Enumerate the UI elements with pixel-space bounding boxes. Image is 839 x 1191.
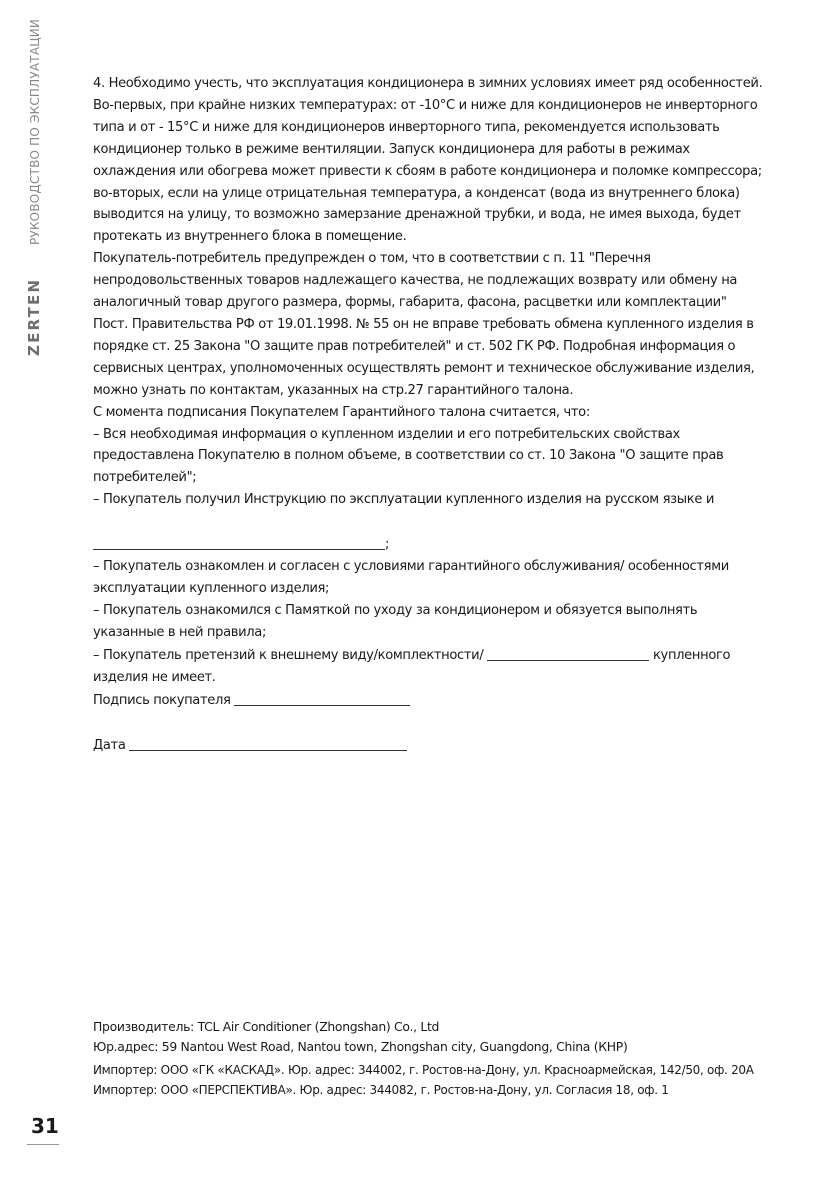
importer-line-1: Импортер: ООО «ГК «КАСКАД». Юр. адрес: 344002, г. Ростов-на-Дону, ул. Красноармейская, 142/50, оф. 20А: [93, 1063, 754, 1077]
buyer-warning-paragraph: Покупатель-потребитель предупрежден о том, что в соответствии с п. 11 "Перечня непродовольственных товаров надлежащего качества, не подлежащих возврату или обмену на аналогичный товар другого размера, формы, габарита, фасона, расцветки или комплектации" Пост. Правительства РФ от 19.01.1998. № 55 он не вправе требовать обмена купленного изделия в порядке ст. 25 Закона "О защите прав потребителей" и ст. 502 ГК РФ. Подробная информация о сервисных центрах, уполномоченных осуществлять ремонт и техническое обслуживание изделия, можно узнать по контактам, указанных на стр.27 гарантийного талона.: [93, 251, 755, 398]
manual-fill-terminator: ;: [385, 537, 390, 553]
date-blank[interactable]: [129, 734, 407, 751]
item-conditions-paragraph: – Покупатель ознакомлен и согласен с условиями гарантийного обслуживания/ особенностями эксплуатации купленного изделия;: [93, 559, 729, 596]
manufacturer-line: Производитель: TCL Air Conditioner (Zhongshan) Co., Ltd: [93, 1019, 440, 1034]
buyer-signature-blank[interactable]: [234, 689, 410, 706]
blank-spacer: [93, 511, 765, 533]
signature-block: [93, 689, 410, 753]
buyer-signature-label: Подпись покупателя: [93, 693, 231, 708]
page-number-rule: [27, 1144, 59, 1145]
date-label: Дата: [93, 738, 126, 753]
importers-block: [93, 1061, 793, 1100]
footer: [93, 1017, 793, 1100]
item-info-paragraph: – Вся необходимая информация о купленном изделии и его потребительских свойствах предоставлена Покупателю в полном объеме, в соответствии со ст. 10 Закона "О защите прав потребителей";: [93, 426, 724, 486]
signing-intro-paragraph: С момента подписания Покупателем Гарантийного талона считается, что:: [93, 404, 590, 420]
manual-language-blank[interactable]: [93, 533, 385, 550]
item-manual-paragraph: – Покупатель получил Инструкцию по эксплуатации купленного изделия на русском языке и: [93, 492, 714, 508]
main-text: [93, 73, 765, 688]
item-memo-paragraph: – Покупатель ознакомился с Памяткой по уходу за кондиционером и обязуется выполнять указанные в ней правила;: [93, 602, 698, 640]
buyer-signature-row: [93, 689, 410, 712]
claims-text-start: – Покупатель претензий к внешнему виду/комплектности/: [93, 647, 484, 663]
side-rail: [0, 0, 60, 1191]
brand-logo: ZERTEN: [25, 277, 43, 356]
winter-notice-paragraph: 4. Необходимо учесть, что эксплуатация кондиционера в зимних условиях имеет ряд особенностей. Во-первых, при крайне низких температурах: от -10°С и ниже для кондиционеров не инверторного типа и от - 15°С и ниже для кондиционеров инверторного типа, рекомендуется использовать кондиционер только в режиме вентиляции. Запуск кондиционера для работы в режимах охлаждения или обогрева может привести к сбоям в работе кондиционера и поломке компрессора; во-вторых, если на улице отрицательная температура, а конденсат (вода из внутреннего блока) выводится на улицу, то возможно замерзание дренажной трубки, и вода, не имея выхода, будет протекать из внутреннего блока в помещение.: [93, 76, 763, 245]
legal-address-line: Юр.адрес: 59 Nantou West Road, Nantou town, Zhongshan city, Guangdong, China (КНР): [93, 1038, 628, 1054]
manual-title: РУКОВОДСТВО ПО ЭКСПЛУАТАЦИИ: [28, 18, 42, 245]
claims-text-end: купленного изделия не имеет.: [93, 647, 731, 685]
manual-fill-row: [93, 533, 765, 556]
importer-line-2: Импортер: ООО «ПЕРСПЕКТИВА». Юр. адрес: 344082, г. Ростов-на-Дону, ул. Согласия 18, оф. 1: [93, 1082, 669, 1097]
item-claims-paragraph: [93, 644, 765, 689]
date-row: [93, 734, 407, 757]
claims-blank[interactable]: [487, 644, 649, 661]
page-number: 31: [31, 1114, 59, 1138]
